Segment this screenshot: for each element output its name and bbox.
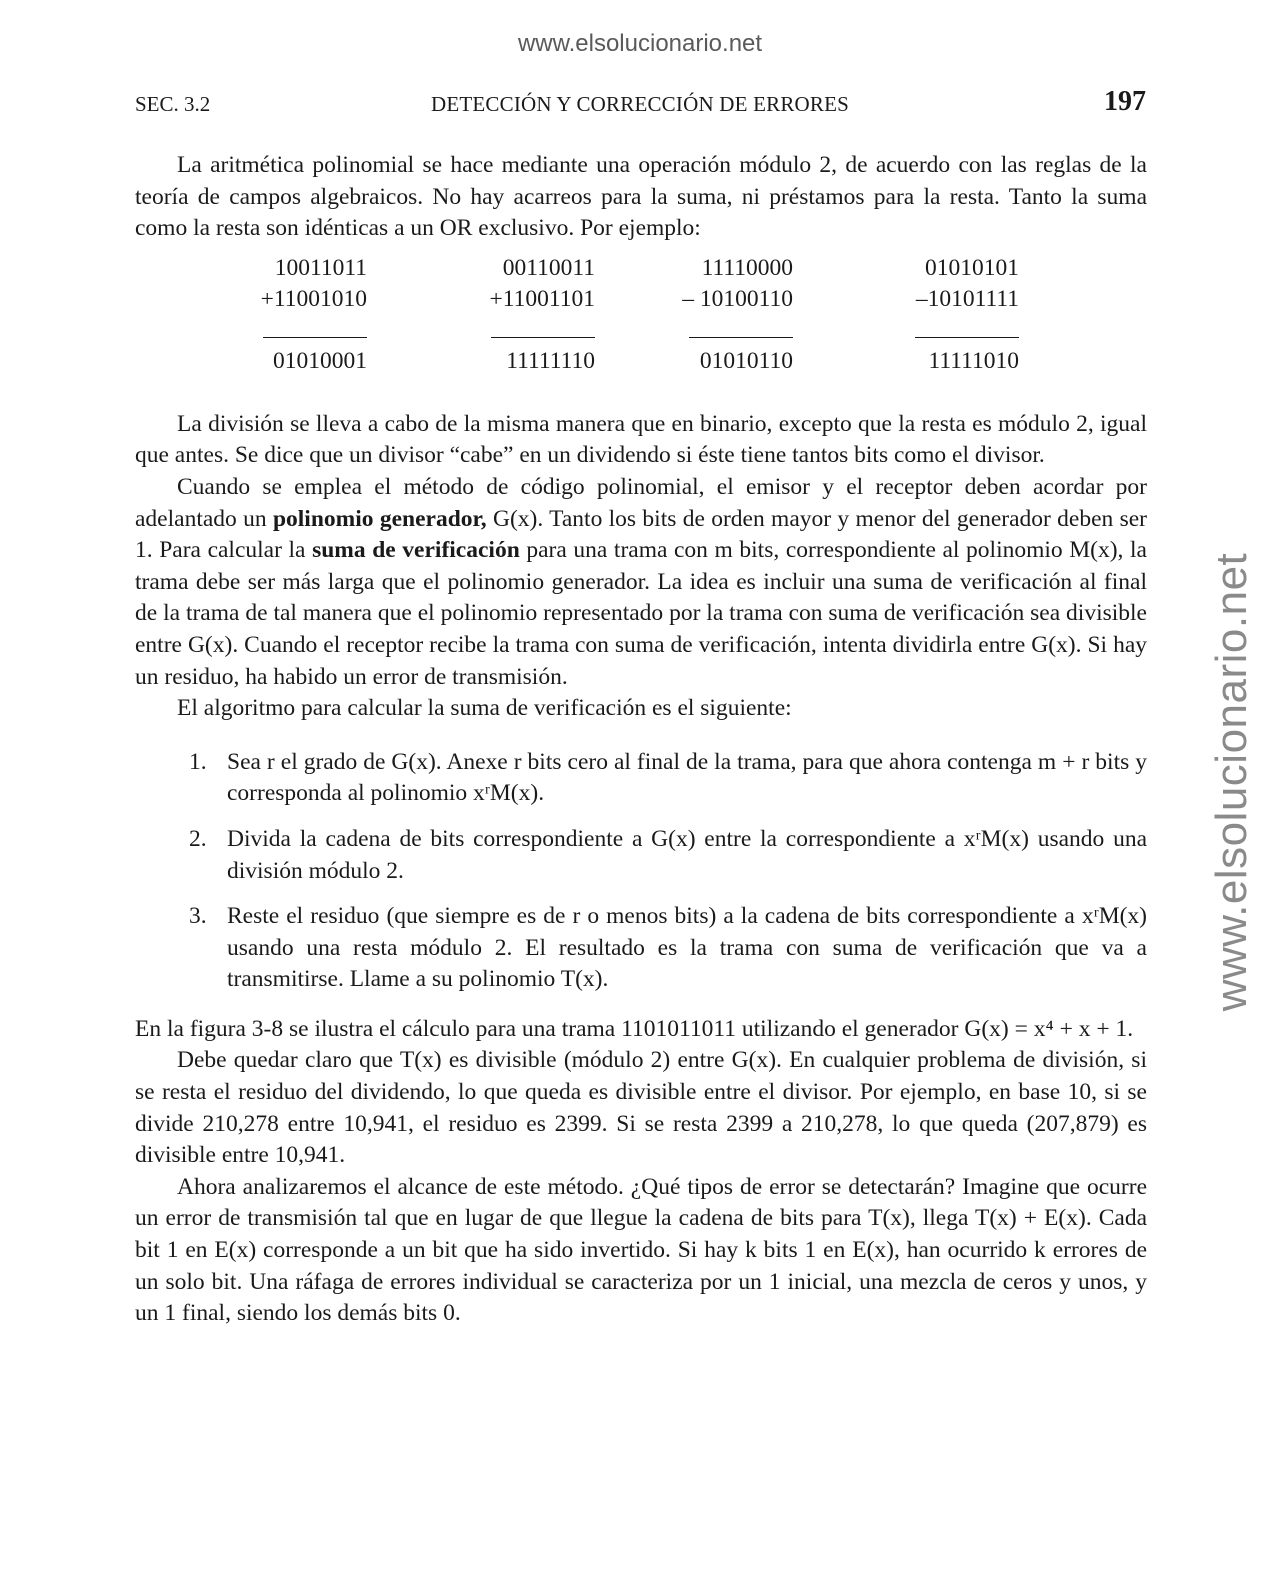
- step-1-text: Sea r el grado de G(x). Anexe r bits cero al final de la trama, para que ahora contenga m + r bits y corresponda al polinomio xʳM(x).: [227, 748, 1147, 807]
- example-4-rule: [915, 337, 1019, 346]
- example-2-rule: [491, 337, 595, 346]
- step-2-text: Divida la cadena de bits correspondiente a G(x) entre la correspondiente a xʳM(x) usando una división módulo 2.: [227, 825, 1147, 884]
- modulo2-examples: [135, 253, 1147, 409]
- example-3-rule: [689, 337, 793, 346]
- example-2-operand-a: 00110011: [502, 254, 595, 281]
- page-number: 197: [1104, 86, 1146, 117]
- scope-paragraph: Ahora analizaremos el alcance de este método. ¿Qué tipos de error se detectarán? Imagine que ocurre un error de transmisión tal que en lugar de que llegue la cadena de bits para T(x), llega T(x) + E(x). Cada bit 1 en E(x) corresponde a un bit que ha sido invertido. Si hay k bits 1 en E(x), han ocurrido k errores de un solo bit. Una ráfaga de errores individual se caracteriza por un 1 inicial, una mezcla de ceros y unos, y un 1 final, siendo los demás bits 0.: [135, 1173, 1147, 1327]
- step-3-number: 3.: [189, 903, 207, 930]
- watermark-top: www.elsolucionario.net: [517, 30, 763, 57]
- example-2-operand-b: +11001101: [489, 285, 595, 312]
- example-1: [207, 253, 367, 377]
- algorithm-steps: [135, 747, 1147, 996]
- term-polinomio-generador: polinomio generador,: [272, 505, 487, 532]
- step-2: [135, 824, 1147, 887]
- example-3: [633, 253, 793, 377]
- example-1-rule: [263, 337, 367, 346]
- step-3: [135, 901, 1147, 996]
- generator-text-2: G(x). Tanto los bits de orden mayor y menor del generador deben ser 1. Para calcular la: [135, 505, 1148, 564]
- step-1: [135, 747, 1147, 810]
- divisible-paragraph: Debe quedar claro que T(x) es divisible (módulo 2) entre G(x). En cualquier problema de división, si se resta el residuo del dividendo, lo que queda es divisible entre el divisor. Por ejemplo, en base 10, si se divide 210,278 entre 10,941, el residuo es 2399. Si se resta 2399 a 210,278, lo que queda (207,879) es divisible entre 10,941.: [135, 1047, 1147, 1169]
- example-4-operand-b: –10101111: [915, 285, 1019, 312]
- intro-paragraph: La aritmética polinomial se hace mediante una operación módulo 2, de acuerdo con las reglas de la teoría de campos algebraicos. No hay acarreos para la suma, ni préstamos para la resta. Tanto la suma como la resta son idénticas a un OR exclusivo. Por ejemplo:: [135, 152, 1147, 242]
- generator-text-3: para una trama con m bits, correspondiente al polinomio M(x), la trama debe ser más larga que el polinomio generador. La idea es incluir una suma de verificación al final de la trama de tal manera que el polinomio representado por la trama con suma de verificación sea divisible entre G(x). Cuando el receptor recibe la trama con suma de verificación, intenta dividirla entre G(x). Si hay un residuo, ha habido un error de transmisión.: [135, 537, 1147, 690]
- division-paragraph: La división se lleva a cabo de la misma manera que en binario, excepto que la resta es módulo 2, igual que antes. Se dice que un divisor “cabe” en un dividendo si éste tiene tantos bits como el divisor.: [135, 410, 1147, 469]
- example-1-result: 01010001: [273, 347, 367, 374]
- running-title: DETECCIÓN Y CORRECCIÓN DE ERRORES: [430, 92, 850, 116]
- step-1-number: 1.: [189, 748, 207, 775]
- example-1-operand-a: 10011011: [274, 254, 367, 281]
- figure-paragraph: En la figura 3-8 se ilustra el cálculo para una trama 1101011011 utilizando el generador G(x) = x⁴ + x + 1.: [135, 1015, 1134, 1042]
- term-suma-verificacion: suma de verificación: [312, 537, 520, 564]
- step-3-text: Reste el residuo (que siempre es de r o menos bits) a la cadena de bits correspondiente a xʳM(x) usando una resta módulo 2. El resultado es la trama con suma de verificación que va a transmitirse. Llame a su polinomio T(x).: [227, 903, 1147, 993]
- example-2-result: 11111110: [506, 347, 595, 374]
- step-2-number: 2.: [189, 825, 207, 852]
- example-4-result: 11111010: [928, 347, 1019, 374]
- generator-paragraph: [135, 472, 1147, 693]
- example-3-operand-a: 11110000: [701, 254, 793, 281]
- page-body: [135, 150, 1147, 1330]
- example-2: [435, 253, 595, 377]
- section-label: SEC. 3.2: [135, 92, 211, 116]
- example-4-operand-a: 01010101: [925, 254, 1019, 281]
- generator-text-1: Cuando se emplea el método de código polinomial, el emisor y el receptor deben acordar por adelantado un: [135, 473, 1147, 532]
- example-3-operand-b: – 10100110: [682, 285, 793, 312]
- example-3-result: 01010110: [699, 347, 793, 374]
- example-4: [859, 253, 1019, 377]
- watermark-side-text: www.elsolucionario.net: [1207, 552, 1256, 1012]
- algorithm-intro: El algoritmo para calcular la suma de verificación es el siguiente:: [177, 695, 792, 722]
- example-1-operand-b: +11001010: [260, 285, 367, 312]
